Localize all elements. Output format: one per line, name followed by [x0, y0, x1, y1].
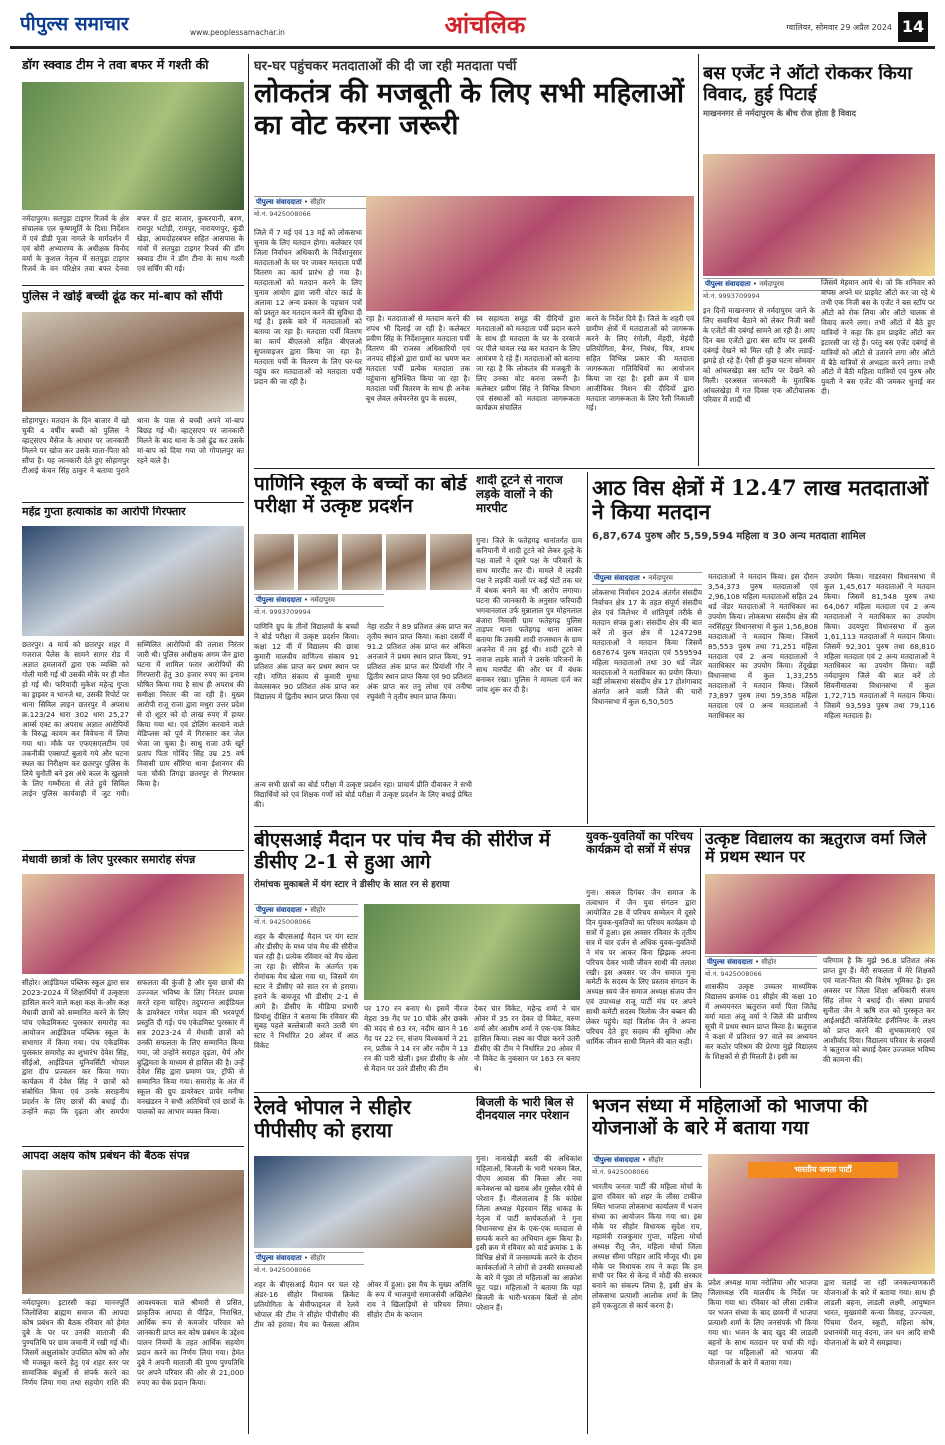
- headline: पुलिस ने खोई बच्ची ढूंढ कर मां-बाप को सौंपी: [22, 290, 223, 303]
- divider: [22, 850, 244, 851]
- headline: शादी टूटने से नाराज लड़के वालों ने की मारपीट: [476, 474, 563, 515]
- byline: पीपुल्स संवाददाता • नर्मदापुरम मो.नं. 9993709994: [703, 278, 833, 300]
- story-panini: [254, 474, 472, 824]
- headline: मेधावी छात्रों के लिए पुरस्कार समारोह संपन्न: [22, 854, 196, 866]
- student-photo: [298, 534, 338, 590]
- byline-name: पीपुल्स संवाददाता: [256, 198, 302, 206]
- body-text-b: कुंजी है और युवा छात्रों की उज्ज्वल भविष्य के लिए निरंतर प्रयास करते रहना चाहिए। तदुपरान्त आईडियल के डायरेक्टर गणेश मदान की भरवपूर्ण प्रस्तुति दी गई। पंच एकेडमिस्ट पुरस्कार में सत्र 2023-24 में मेधावी छात्रों को उनकी सफलता के लिए सम्मानित किया गया, जो उन्होंने सराहत दृढ़ता, धैर्य और बुद्धिमता के माध्यम से हासिल की है। उन्हें देवेश सिंह द्वारा प्रमाण पत्र, ट्रॉफी से सम्मानित किया गया। समारोह के अंत में स्कूल की ग्रुप डायरेक्टर प्राचेर मनीषा वनखंडरन ने सभी अतिथियों एवं छात्रों के पालकों का आभार व्यक्त किया।: [137, 978, 244, 1117]
- photo-bus-fight: [703, 154, 935, 276]
- divider: [254, 468, 935, 469]
- byline-place: नर्मदापुरम: [759, 280, 784, 288]
- body-text-a: नर्मदापुरम। इटारसी कड़ा माननपूर्ति जिलोशिया ब्राह्मण समाज की आपदा कोष प्रबंधन की बैठक रविवार को हेमंत दुबे के घर पर उनकी माताजी की पुण्यतिथि पर ग्राम जमानी में रखी गई थी। जिसमें अक्षुलांकोर उपस्तित कोष को और भी मजबूत करने हेतु एवं शहर स्तर पर सामाजिक बंधुओं से संपर्क करने का निर्णय लिया गया तथा सहयोग राशि की: [22, 1298, 129, 1387]
- headline: आपदा अक्षय कोष प्रबंधन की बैठक संपन्न: [22, 1150, 190, 1162]
- story-electricity: [476, 1096, 582, 1432]
- mobile: मो.नं. 9425008066: [254, 210, 311, 218]
- body-text-c: द्वारा चलाई जा रहीं जनकल्याणकारी योजनाओं के बारे में बताया गया। साथ ही लाडली बहना, लाडली लक्ष्मी, आयुष्मान भारत, मुख्यमंत्री कन्या विवाह, उज्ज्वला, पिंचमा पेंशन, स्कूटी, महिला कोष, प्रधानमंत्री मातृ वंदना, जन धन आदि सभी योजनाओं के बारे में समझाया।: [824, 1278, 935, 1347]
- student-photo: [386, 534, 426, 590]
- story-body-left: [254, 932, 358, 1090]
- body-text-a: शहर के बीएसआई मैदान पर चल रहे अंडर-16 सीहोर विधायक क्रिकेट प्रतियोगिता के सेमीफाइनल में रेलवे भोपाल की टीम ने सीहोर पीपीसीए की टीम को हराया। मैच का फैसला अंतिम ओवर में हुआ। इस मैच के मुख्य अतिथि के रूप में भाजयुमो समाजसेवी अखिलेश राय ने खिलाड़ियों से परिचय लिया। सीहोर टीम के कप्तान: [254, 1280, 472, 1329]
- body-text: गुना। नानाखेड़ी बस्ती की अधिकांश महिलाओं, बिजली के भारी भरकम बिल, पीएम आवास की किस्त और नया कनेक्शन्स को खराब और गुस्सैल रवैये से परेशान हैं। नीलतालाब है कि कांग्रेस जिला अध्यक्ष मेहरवान सिंह धाकड़ के नेतृत्व में पार्टी कार्यकर्ताओं ने गुना विधानसभा क्षेत्र के एक-एक मतदाता से सम्पर्क करने का अभियान शुरू किया है। इसी क्रम में रविवार को वार्ड क्रमांक 1 के विभिन्न क्षेत्रों में जनसम्पर्क करने के दौरान कार्यकर्ताओं ने लोगों से उनकी समस्याओं के बारे में पूछा तो महिलाओं का आक्रोश फूट पड़ा। महिलाओं ने बताया कि यहां बिजली के भारी-भरकम बिलों से लोग परेशान हैं।: [476, 1154, 582, 1313]
- photo-dog-squad: [22, 82, 244, 210]
- body-text: गुना। सकल दिगंबर जैन समाज के तत्वाधान में जैन युवा संगठन द्वारा आयोजित 28 वें परिचय सम्मेलन में दूसरे दिन युवक-युवतियों का परिचय कार्यक्रम दो सत्रों में हुआ। इस अवसर रविवार के तृतीय सत्र में चार दर्जन से अधिक युवक-युवतियों ने मंच पर आकर बिना झिझक अपना परिचय देकर भावी जीवन साथी की तलाश रखी। इस अवसर पर जैन समाज गुना कमेटी के सदस्य के लिए प्रस्ताव संगठन के अध्यक्ष स्वयं जैन समाज अध्यक्ष संजय जैन एवं उपाध्यक्ष राजू पार्टी मंच पर अपने साथी कमेटी सदस्य त्रिलोक जैन बब्बन की लेकर पहुंचे। यहां त्रिलोक जैन ने अपना परिचय देते हुए सदस्य की सुविधा और धार्मिक जीवन साथी मिलने की बात कही।: [586, 888, 696, 1047]
- subhead: रोमांचक मुकाबले में यंग स्टार ने डीसीए के सात रन से हराया: [254, 879, 450, 890]
- subhead: माखननगर से नर्मदापुरम के बीच रोज होता है विवाद: [703, 108, 857, 119]
- story-body: [254, 1280, 472, 1432]
- body-text-b: प्रदेश अध्यक्ष माया नरोलिया और भाजपा जिलाध्यक्ष रवि मालवीय के निर्देश पर किया गया था। रविवार को लीसा टाकीज पर भजन संध्या के बाद छावनी में भाजपा प्रत्याशी शर्मा के लिए जनसंपर्क भी किया गया था। भजन के बाद खुद की लाडली बहनों के साथ मतदान पर चर्चा की गई। यहां पर महिलाओं को भाजपा की योजनाओं के बारे में बताया गया।: [708, 1278, 818, 1367]
- story-body-left: [592, 1182, 702, 1432]
- story-body-left: [254, 228, 362, 466]
- story-lost-child: [22, 290, 244, 500]
- column-divider: [587, 1094, 588, 1434]
- divider: [254, 1092, 935, 1093]
- section-name: आंचलिक: [444, 10, 526, 39]
- headline: आठ विस क्षेत्रों में 12.47 लाख मतदाताओं ने किया मतदान: [592, 476, 929, 525]
- body-text-a: सीहोर। आईडियल पब्लिक स्कूल द्वारा सत्र 2023-2024 में शिक्षार्थियों में उत्कृष्टता हासिल करने वाले कक्षा कक्ष के-और कक्ष मेधावी छात्रों को सम्मानित करने के लिए पांच एकेडमिकस्ट पुरस्कार समारोह का आयोजन आईडियल पब्लिक स्कूल के सभागार में किया गया। पंच एकेडमिक पुरस्कार समारोह का शुभारंभ देवेश सिंह, सीईओ, आईडियल यूनिवर्सिटी भोपाल द्वारा दीप प्रज्वलन कर किया गया। कार्यक्रम में देवेश सिंह ने छात्रों को संबोधित किया एवं उनके सराहनीय प्रदर्शन के लिए छात्रों की बधाई दी। उन्होंने कहा कि दृढ़ता और समर्पण सफलता की: [22, 978, 169, 1117]
- story-body-right: [823, 956, 935, 1088]
- story-body-mid: [366, 314, 470, 466]
- story-body-far: [586, 314, 694, 466]
- body-text-d: करने के निर्देश दिये हैं। जिले के शहरी एवं ग्रामीण क्षेत्रों में मतदाताओं को जागरूक करने के लिए रंगोली, मेंहदी, मेहंदी प्रतियोगिता, बैनर, निबंध, चित्र, शपथ सहित विभिन्न प्रकार की मतदाता जागरूकता गतिविधियों का आयोजन किया जा रहा है। इसी क्रम में ग्राम आजीविका मिशन की दीदियों द्वारा मतदाता जागरूकता के लिए रैली निकाली गई।: [586, 314, 694, 413]
- story-dog-squad: [22, 58, 244, 301]
- photo-women-voters: [366, 196, 694, 311]
- body-text-b: मतदाताओं ने मतदान किया। इस दौरान 3,54,373 पुरुष मतदाताओं एवं 2,96,108 महिला मतदाताओं सहित 24 थर्ड जेंडर मतदाताओं ने मताधिकार का उपयोग किया। लोकसभा संसदीय क्षेत्र की नरसिंहपुर विधानसभा में कुल 1,56,808 मतदाताओं ने मतदान किया। जिसमें 85,553 पुरुष तथा 71,251 महिला मतदाता एवं 2 अन्य मतदाताओं ने मताधिकार का उपयोग किया। तेंदूखेड़ा विधानसभा में कुल 1,33,255 मतदाताओं ने मतदान किया। जिसमें 73,897 पुरुष तथा 59,358 महिला मतदाता एवं 0 अन्य मतदाताओं ने मताधिकार का: [708, 572, 818, 721]
- byline-name: पीपुल्स संवाददाता: [256, 596, 302, 604]
- headline: लोकतंत्र की मजबूती के लिए सभी महिलाओं का वोट करना जरूरी: [254, 78, 684, 142]
- story-railway: [254, 1096, 472, 1432]
- divider: [22, 285, 244, 286]
- story-body: [22, 640, 244, 848]
- mobile: मो.नं. 9425008066: [254, 918, 311, 926]
- byline: पीपुल्स संवाददाता • सीहोर मो.नं. 9425008066: [705, 956, 817, 978]
- photo-topper: [705, 874, 935, 954]
- headline: रेलवे भोपाल ने सीहोर पीपीसीए को हराया: [254, 1096, 411, 1142]
- photo-police: [22, 526, 244, 636]
- headline: भजन संध्या में महिलाओं को भाजपा की योजनाओं के बारे में बताया गया: [592, 1096, 868, 1139]
- masthead-rule: [10, 46, 935, 49]
- body-text-a: जिले में 7 मई एवं 13 मई को लोकसभा चुनाव के लिए मतदान होगा। कलेक्टर एवं जिला निर्वाचन अधिकारी के निर्देशानुसार मतदाताओं के घर पर जाकर मतदाता पर्ची वितरण का कार्य प्रारंभ हो गया है। मतदाताओं को मतदान करने के लिए चुनाव आयोग द्वारा जारी वोटर कार्ड के अलावा 12 अन्य प्रकार के पहचान पत्रों को प्रस्तुत कर मतदान करने की सुविधा दी गई है। इसके बारे में मतदाताओं को बताया जा रहा है। मतदाता पर्ची वितरण का कार्य बीएलओ सहित बीएलओ सुपरवाइजर द्वारा किया जा रहा है। मतदाता पर्ची के वितरण के लिए घर-घर पहुंच कर मतदाताओं को मतदाता पर्ची प्रदान की जा रही है।: [254, 228, 362, 387]
- paper-name: पीपुल्स समाचार: [20, 13, 129, 35]
- story-body-mid: [708, 1278, 818, 1432]
- byline-name: पीपुल्स संवाददाता: [256, 1254, 302, 1262]
- byline-place: सीहोर: [310, 906, 326, 914]
- byline: पीपुल्स संवाददाता • नर्मदापुरम मो.नं. 9993709994: [254, 594, 384, 616]
- story-body: [22, 978, 244, 1144]
- divider: [22, 1146, 244, 1147]
- photo-bhajan: [708, 1154, 935, 1274]
- mobile: मो.नं. 9993709994: [254, 608, 311, 616]
- column-divider: [698, 54, 699, 466]
- body-text-a: भारतीय जनता पार्टी की महिला मोर्चा के द्वारा रविवार को शहर के लीसा टाकीज स्थित भाजपा लोकसभा कार्यालय में भजन संध्या का आयोजन किया गया था। इस मौके पर सीहोर विधायक सुदेश राय, महामंत्री राजकुमार गुप्ता, महिला मोर्चा अध्यक्ष रीतू जैन, महिला मोर्चा जिला अध्यक्ष सीमा परिहार आदि मौजूद थी। इस मौके पर विधायक राय ने कहा कि हम सभी पर फिर से केन्द्र में मोदी की सरकार बनाने का संकल्प लिया है, इसी क्षेत्र के लोकसभा प्रत्याशी आलोक शर्मा के लिए हमें एकजुटता से कार्य करना है।: [592, 1182, 702, 1311]
- student-photo: [430, 534, 472, 590]
- story-yuvak: [586, 830, 696, 1088]
- story-body: [22, 214, 244, 301]
- story-turnout: [592, 476, 935, 822]
- mobile: मो.नं. 9425008066: [705, 970, 762, 978]
- body-text-a: सोहागपुर। मतदान के दिन बाजार में खो चुकी 4 वर्षीय बच्ची को पुलिस ने व्हाट्सएप मैसेज के आधार पर जानकारी मिलने पर खोज कर उसके माता-पिता को सौंपा है। यह जानकारी देते हुए सोहागपुर टीआई कंचन सिंह: [22, 416, 129, 475]
- body-text-b: परिणाम है कि मुझे 96.8 प्रतिशत अंक प्राप्त हुए हैं। मेरी सफलता में मेरे शिक्षकों एवं माता-पिता की विशेष भूमिका है। इस अवसर पर जिला शिक्षा अधिकारी संजय सिंह तोमर ने बधाई दी। संस्था प्राचार्य सुनीता जैन ने ऋषि राज को पुरस्कृत कर आईआईटी कॉलेजियेट इंजीनियर के लक्ष्य को प्राप्त करने की शुभकामनाएं एवं आशीर्वाद दिया। विद्यालय परिवार के सदस्यों ने ऋतुराज को बधाई देकर उज्जवल भविष्य की कामना की।: [823, 956, 935, 1065]
- body-text-b: आवश्यकता वाले श्रीमारी से प्रसित, प्राकृतिक आपदा से पीड़ित, निराश्रित, आर्थिक रूप से कमजोर परिवार को जानकारी प्राप्त कर कोष प्रबंधन के उद्देश्य पालन नियमों के तहत आर्थिक सहयोग प्रदान करने का निर्णय लिया गया। हेमंत दुबे ने अपनी माताजी की पुण्य पुण्यतिथि पर अपने परिवार की ओर से 21,000 रुपए का चेक प्रदान किया।: [137, 1298, 244, 1387]
- column-divider: [587, 472, 588, 824]
- story-body-mid: [364, 1004, 468, 1090]
- divider: [22, 502, 244, 503]
- byline: पीपुल्स संवाददाता • सीहोर मो.नं. 9425008066: [254, 904, 358, 926]
- body-text-a: पाणिनि ग्रुप के तीनों विद्यालयों के बच्चों ने बोर्ड परीक्षा में उत्कृष्ट प्रदर्शन किया। कक्षा 12 वीं में विद्यालय की छात्रा कुमारी मालवीय वाणिज्य संकाय 91 प्रतिशत अंक प्राप्त कर प्रथम स्थान पर रही। गणित संकाय से कुमारी मुग्धा वेवलसकर 90 प्रतिशत अंक प्राप्त कर विद्यालय में द्वितीय स्थान प्राप्त किया एवं नेहा राठौर ने 89 प्रतिशत अंक प्राप्त कर तृतीय: [254, 622, 472, 701]
- byline-place: सीहोर: [310, 1254, 326, 1262]
- story-body-left: [705, 982, 817, 1088]
- body-text-b: ठाकुर ने बताया पुराने थाना के पास से बच्ची अपने मां-बाप बिछड़ गई थी। व्हाट्सएप पर जानकारी मिलने के बाद थाना के उसे ढूंढ कर उसके मां-बाप को दिया गया जो गोपालपुर का रहने वाले है।: [72, 416, 244, 475]
- story-cricket: [254, 830, 580, 1090]
- story-body: [476, 536, 582, 822]
- body-text-c: स्व सहायता समूह की दीदियों द्वारा मतदाताओं को मतदाता पर्ची प्रदान करने के साथ ही मतदाता के घर के दरवाजे पर पीले चावल रख कर मतदान के लिए आमंत्रण दे रहे हैं। मतदाताओं को बताया जा रहा है कि लोकतंत्र की मजबूती के लिए उनका वोट करना जरूरी है। कलेक्टर प्रवीण सिंह ने विभिन्न विभाग एवं संस्थाओं को मतदाता जागरूकता कार्यक्रम संचालित: [476, 314, 580, 413]
- story-disaster-fund: [22, 1150, 244, 1432]
- column-divider: [248, 54, 249, 1434]
- story-voter-slips: [254, 56, 694, 466]
- story-body: [586, 888, 696, 1088]
- byline-place: सीहोर: [648, 1156, 664, 1164]
- masthead: [0, 0, 945, 50]
- headline: बस एजेंट ने ऑटो रोककर किया विवाद, हुई पिटाई: [703, 64, 912, 105]
- photo-lost-child: [22, 312, 244, 412]
- body-text: गुना। जिले के फतेहगढ़ थानांतर्गत ग्राम कनिपानी में शादी टूटने को लेकर दुल्हे के पक्ष वालों ने दूसरे पक्ष के परिवारों के साथ मारपीट कर दी। मामले में लड़की पक्ष ने लड़की वालों पर कई घंटों तक घर में बंधक बनाने का भी आरोप लगाया। घटना की जानकारी के अनुसार फरियादी भगवानलाल उर्फ मुन्नालाल पुत्र मोहनलाल बंजारा निवासी ग्राम फतेहगढ़ पुलिस ताड़पर थाना फतेहगढ़ थाना आकर बताया कि उसकी शादी राजस्थान के ग्राम अजनेरा में तय हुई थी। शादी टूटने से नाराज लड़के वालों ने उसके परिजनों के साथ मारपीट की और घर में बंधक बनाकर रखा। पुलिस ने मामला दर्ज कर जांच शुरू कर दी है।: [476, 536, 582, 695]
- subhead: 6,87,674 पुरुष और 5,59,594 महिला व 30 अन्य मतदाता शामिल: [592, 531, 866, 543]
- body-text-a: लोकसभा निर्वाचन 2024 अंतर्गत संसदीय निर्वाचन क्षेत्र 17 के तहत संपूर्ण संसदीय क्षेत्र एवं जिलेभर में शांतिपूर्ण तरीके से मतदान संपन्न हुआ। संसदीय क्षेत्र की बात करें तो कुल क्षेत्र में 1247298 मतदाताओं ने मतदान किया जिसमें 687674 पुरुष मतदाता एवं 559594 महिला मतदाताओं तथा 30 थर्ड जेंडर मतदाताओं ने मताधिकार का प्रयोग किया। वहीं लोकसभा संसदीय क्षेत्र 17 होशंगाबाद अंतर्गत आने वाली जिले की चारों विधानसभा में कुल 6,50,505: [592, 588, 702, 707]
- body-text-b: बफर देनवा बफर में हाट बाजार, कुकरपानी, बरण, रामपुर भटोड़ी, रामपुर, नारायणपुर, कुंडी खेड़ा, आमदोहरबफर सहित आसपास के गांवों में सतपुड़ा टाइगर रिजर्व की डॉग स्क्वाड टीम ने डॉग टीना के साथ गश्ती एवं सर्चिंग की गई।: [98, 214, 244, 273]
- student-photo: [342, 534, 382, 590]
- photo-cricket-ground: [364, 904, 580, 1000]
- story-bhajan: [592, 1096, 935, 1432]
- byline: पीपुल्स संवाददाता • सीहोर मो.नं. 9425008066: [254, 1252, 364, 1274]
- story-body-left: [592, 588, 702, 822]
- story-body: [22, 1298, 244, 1432]
- byline-place: नर्मदापुरम: [648, 574, 673, 582]
- story-body-right: [474, 1004, 580, 1090]
- byline-place: सीहोर: [310, 198, 326, 206]
- byline-name: पीपुल्स संवाददाता: [594, 574, 640, 582]
- headline: डॉग स्क्वाड टीम ने तवा बफर में गश्ती की: [22, 58, 209, 72]
- body-text-c: देकर चार विकेट, महेन्द्र शर्मा ने चार ओवर में 35 रन देकर दो विकेट, वरुण शर्मा और आशीष शर्मा ने एक-एक विकेट हासिल किया। लक्ष्य का पीछा करने उतरी डीसीए की टीम ने निर्धारित 20 ओवर में नौ विकेट के नुकसान पर 163 रन बनाए थे।: [474, 1004, 580, 1073]
- story-wedding-fight: [476, 474, 582, 824]
- story-body-mid: [708, 572, 818, 822]
- mobile: मो.नं. 9993709994: [703, 292, 760, 300]
- headline: उत्कृष्ट विद्यालय का ऋतुराज वर्मा जिले में प्रथम स्थान पर: [705, 830, 927, 867]
- story-murder-accused: [22, 506, 244, 848]
- body-text-a: शासकीय उत्कृष्ट उच्चतर माध्यमिक विद्यालय क्रमांक 01 सीहोर की कक्षा 10 में अध्ययनरत ऋतुराज वर्मा पिता जितेंद्र वर्मा माता अंजू वर्मा ने जिले की प्रावीण्य सूची में प्रथम स्थान प्राप्त किया है। ऋतुराज ने कक्षा में प्रतिशत 97 वाले स्व अध्ययन कर कठोर परिश्रम की प्रेरणा मुझे विद्यालय के शिक्षकों से ही मिलती है। इसी का: [705, 982, 817, 1061]
- body-text-b: पर 170 रन बनाए थे। इसमें नीरज मेहरा 39 गेंद पर 10 चौके और छक्के की मदद से 63 रन, नदीम खान ने 16 गेंद पर 22 रन, संजय विश्वकर्मा ने 21 रन, प्रतीक ने 14 रन और नदीम ने 13 रन की पारी खेली। इधर डीसीए के ओर से मैदान पर उतरे डीसीए की टीम: [364, 1004, 468, 1073]
- byline: पीपुल्स संवाददाता • सीहोर मो.नं. 9425008066: [592, 1154, 702, 1176]
- panini-continuation: [254, 780, 472, 824]
- story-body: [22, 416, 244, 498]
- story-body-right: [476, 314, 580, 466]
- page-number: 14: [898, 12, 928, 42]
- headline: बीएसआई मैदान पर पांच मैच की सीरीज में डीसीए 2-1 से हुआ आगे: [254, 830, 551, 873]
- story-body-left: [703, 306, 815, 464]
- student-photo: [254, 534, 294, 590]
- divider: [254, 826, 935, 827]
- kicker: घर-घर पहुंचकर मतदाताओं की दी जा रही मतदाता पर्ची: [254, 59, 517, 74]
- photo-railway-team: [254, 1156, 472, 1248]
- byline-name: पीपुल्स संवाददाता: [594, 1156, 640, 1164]
- story-body: [476, 1154, 582, 1432]
- headline: महेंद्र गुप्ता हत्याकांड का आरोपी गिरफ्तार: [22, 506, 186, 518]
- byline-name: पीपुल्स संवाददाता: [256, 906, 302, 914]
- body-text-a: इन दिनों माखननगर से नर्मदापुरम जाने के लिए सवारियां बैठाने को लेकर निजी बसों के एजेंटों की दबंगई सामने आ रही है। आए दिन बस एजेंटों द्वारा बस स्टॉप पर इसकी दबंगई देखने को मिल रही है और लड़ाई-झगड़े हो रहे हैं। ऐसी ही कुछ घटना सोमवार को आंचलखेड़ा बस स्टॉप पर देखने को मिली। दरअसल जानकारी के मुताबिक आंचलखेड़ा में गत दिवस एक ऑटोचालक परिवार में शादी थी: [703, 306, 815, 405]
- byline-name: पीपुल्स संवाददाता: [707, 958, 753, 966]
- byline-name: पीपुल्स संवाददाता: [705, 280, 751, 288]
- mobile: मो.नं. 9425008066: [592, 1168, 649, 1176]
- mobile: मो.नं. 9425008066: [254, 1266, 311, 1274]
- body-text-b: रहा है। मतदाताओं से मतदान करने की शपथ भी दिलाई जा रही है। कलेक्टर प्रवीण सिंह के निर्देशानुसार मतदाता पर्ची वितरण की राजस्व अधिकारियों एवं जनपद सीईओ द्वारा ग्रामों का भ्रमण कर मतदाता पर्ची प्रत्येक मतदाता तक पहुंचाना सुनिश्चित किया जा रहा है। मतदाता पर्ची वितरण के साथ ही अनेक बूथ लेवल अवेयरनेस ग्रुप के सदस्य,: [366, 314, 470, 403]
- body-text-b: जिसमें मेहमान आये थे। जो कि शनिवार को वापस अपने घर प्राइवेट ऑटो कर जा रहे थे तभी एक निजी बस के एजेंट ने बस स्टॉप पर ऑटो को रोक लिया और ऑटो चालक से विवाद करने लगा। तभी ऑटो में बैठे हुए यात्रियों ने कहा कि हम प्राइवेट ऑटो कर इटारसी जा रहे हैं। परंतु बस एजेंट दबंगई से यात्रियों को ऑटो से उतारने लगा और ऑटो में बैठे यात्रियों से अभद्रता करने लगा। तभी ऑटो में बैठी महिला यात्रियों एवं पुरुष और युवती ने बस एजेंट की जमकर धुनाई कर दी।: [821, 278, 935, 397]
- story-body-right: [824, 1278, 935, 1432]
- byline-place: नर्मदापुरम: [310, 596, 335, 604]
- story-meritorious: [22, 854, 244, 1144]
- story-body-right: [824, 572, 935, 822]
- photo-meeting: [22, 1170, 244, 1294]
- headline: युवक-युवतियों का परिचय कार्यक्रम दो सत्रों में संपन्न: [586, 830, 693, 857]
- body-text-b: से लेते हुये सिविल लाईन पुलिस कार्यवाही में जुट गयी। सम्मिलित आरोपियों की तलाश निरंतर जारी थी। पुलिस अधीक्षक अगम जैन द्वारा घटना में शामिल फरार आरोपियों की गिरफ्तारी हेतु 30 हजार रुपए का इनाम घोषित किया गया है साथ ही अपराध की समीक्षा निरंतर की जा रही है। मुख्य आरोपी राजू राजा द्वारा मथुरा उत्तर प्रदेश से दो शूटर को दो लाख रुपए में हायर किया गया था। एवं डोलिंग करवाने वाले मेडिप्लस को पूर्व में गिरफ्तार कर जेल भेजा जा चुका है। साथु राजा उर्फ खूर्र प्रताप पिता गोविंद सिंह उम्र 25 वर्ष निवासी ग्राम सौंरिया थाना ईशानगर की पता चौकी तिगड़ा छतरपुर से गिरफ्तार किया है।: [22, 640, 244, 799]
- photo-award-ceremony: [22, 874, 244, 974]
- body-text-c: अन्य सभी छात्रों का बोर्ड परीक्षा में उत्कृष्ट प्रदर्शन रहा। प्राचार्य प्रीति दीवाकर ने सभी विद्यार्थियों को एवं शिक्षक गणों को बोर्ड परीक्षा में उत्कृष्ट प्रदर्शन के लिए बधाई प्रेषित की।: [254, 780, 472, 809]
- headline: पाणिनि स्कूल के बच्चों का बोर्ड परीक्षा में उत्कृष्ट प्रदर्शन: [254, 474, 467, 517]
- student-photos: [254, 534, 472, 590]
- body-text-c: उपयोग किया। गाडरवारा विधानसभा में कुल 1,45,617 मतदाताओं ने मतदान किया। जिसमें 81,548 पुरुष तथा 64,067 महिला मतदाता एवं 2 अन्य मतदाताओं ने मताधिकार का उपयोग किया। उदयपुरा विधानसभा में कुल 1,61,113 मतदाताओं ने मतदान किया। जिसमें 92,301 पुरुष तथा 68,810 महिला मतदाता एवं 2 अन्य मतदाताओं ने मताधिकार का उपयोग किया। वहीं नर्मदापुरम जिले की बात करें तो सिवनीमालवा विधानसभा में कुल 1,72,715 मतदाताओं ने मतदान किया। जिसमें 93,593 पुरुष तथा 79,116 महिला मतदाता है।: [824, 572, 935, 721]
- byline: पीपुल्स संवाददाता • नर्मदापुरम: [592, 572, 702, 585]
- paper-logo: [20, 10, 190, 40]
- website: www.peoplessamachar.in: [190, 28, 285, 37]
- banner: भारतीय जनता पार्टी: [748, 1162, 898, 1178]
- date-line: ग्वालियर, सोमवार 29 अप्रैल 2024: [786, 23, 892, 32]
- body-text-b: स्थान प्राप्त किया। कक्षा दसवीं में 91.2 प्रतिशत अंक प्राप्त कर अंकिता अनजाने ने प्रथम स्थान प्राप्त किया, 91 प्रतिशत अंक प्राप्त कर प्रियांशी गौर ने द्वितीय स्थान प्राप्त किया एवं 90 प्रतिशत अंक प्राप्त कर तनु लोधा एवं तनीषा रघुवंशी ने तृतीय स्थान प्राप्त किया।: [367, 631, 472, 701]
- column-divider: [700, 828, 701, 1088]
- body-text-a: नर्मदापुरम। सतपुड़ा टाइगर रिजर्व के क्षेत्र संचालक एल कृष्णमूर्ति के दिशा निर्देशन में एवं डीडी पूजा नागले के मार्गदर्शन में एवं बोरी अभ्यारण्य के अधीक्षक विनोद वर्मा के कुशल नेतृत्व में सतपुड़ा टाइगर रिजर्व के वन परिक्षेत्र तवा: [22, 214, 129, 273]
- story-bus-agent: [703, 64, 935, 464]
- section-title: [415, 8, 555, 44]
- body-text-a: छतरपुर। 4 मार्च को छतरपुर शहर में गजराज पैलेस के सामने सागर रोड में अज्ञात हमलावरों द्वारा एक व्यक्ति को गोली मारी गई थी उसकी मौके पर ही मौत हो गई थी। फरियादी मुकेश महेन्द्र गुप्ता का ड्राइवर व भानजे था, उसकी रिपोर्ट पर थाना सिविल लाइन छतरपुर में अपराध क्र.123/24 धारा 302 धारा 25,27 आर्म्स एक्ट का अपराध अज्ञात आरोपियों के विरुद्ध कायम कर विवेचना में लिया गया था। मौके पर एफएसएलटीम एवं तकनीकी एक्सपर्ट बुलाये गये और घटना स्थल का निरीक्षण कर छतरपुर पुलिस के लिये चुनौती बने इस अंधे कत्ल के खुलासे के लिए गम्भीरता: [22, 640, 129, 789]
- headline: बिजली के भारी बिल से दीनदयाल नगर परेशान: [476, 1096, 574, 1123]
- byline: पीपुल्स संवाददाता • सीहोर मो.नं. 9425008066: [254, 196, 384, 218]
- story-body-right: [821, 278, 935, 464]
- body-text-a: शहर के बीएसआई मैदान पर यंग स्टार और डीसीए के मध्य पांच मैच की सीरीज चल रही है। प्रत्येक रविवार को मैच खेला जा रहा है। सीरिज के अंतर्गत एक रोमांचक मैच खेला गया था, जिसमें यंग स्टार ने डीसीए को सात रन से हराया। हराने के बावजूद भी डीसीए 2-1 से आगे है। डीसीए के मीडिया प्रभारी प्रियांशु दीक्षित ने बताया कि रविवार की सुबह पहले बल्लेबाजी करते उतरी यंग स्टार ने निर्धारित 20 ओवर में आठ विकेट: [254, 932, 358, 1051]
- byline-place: सीहोर: [761, 958, 777, 966]
- story-utkrisht: [705, 830, 935, 1088]
